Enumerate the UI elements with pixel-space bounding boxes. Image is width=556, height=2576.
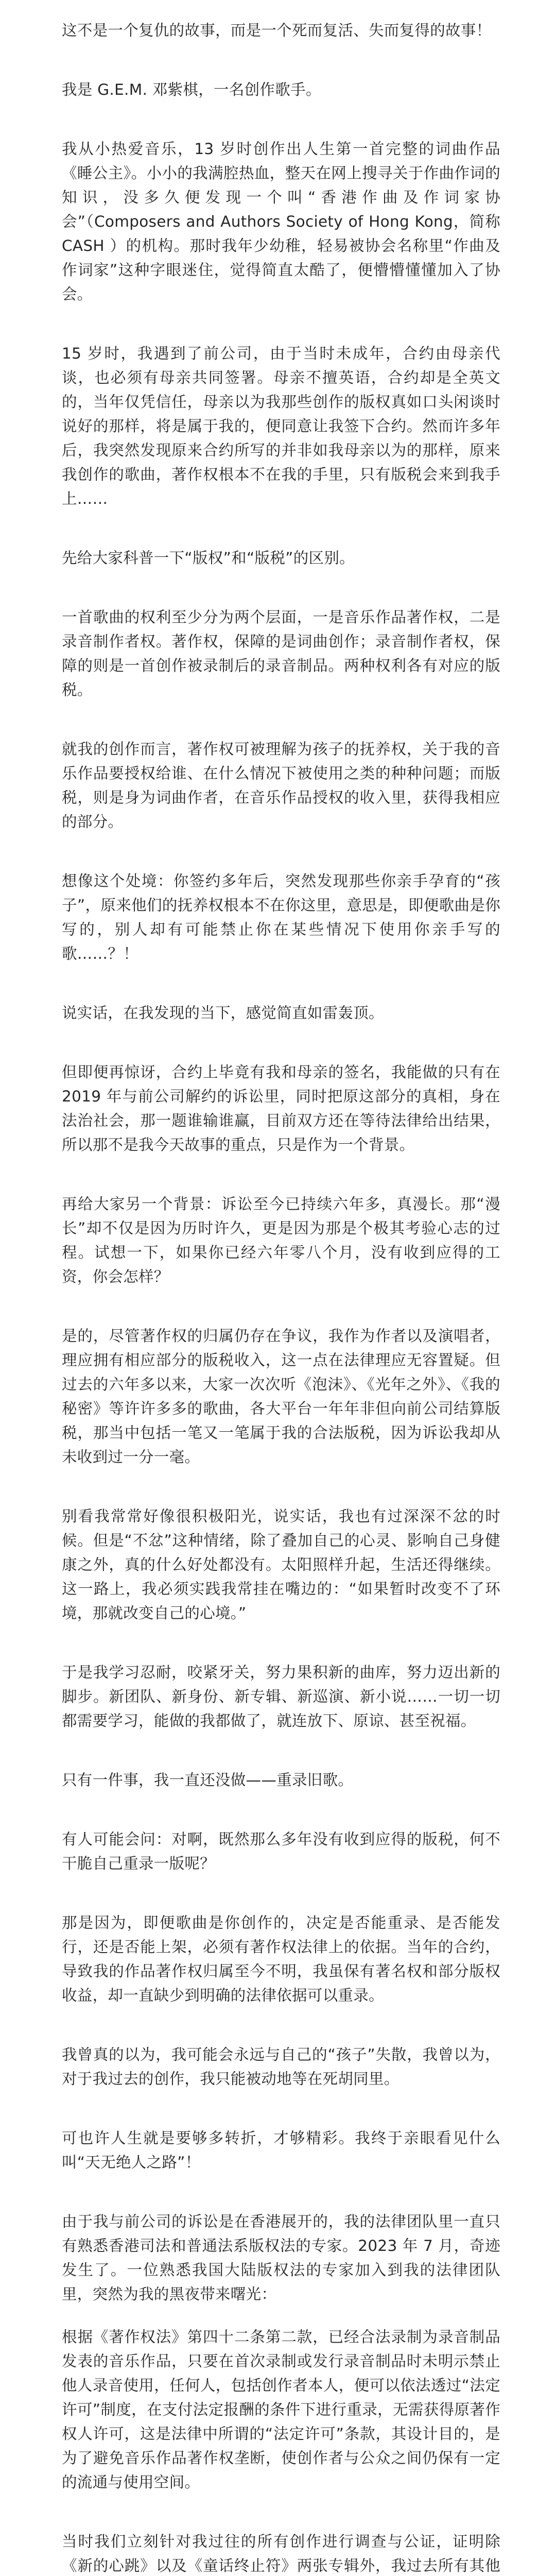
paragraph: 可也许人生就是要够多转折，才够精彩。我终于亲眼看见什么叫“天无绝人之路”！	[62, 2129, 500, 2171]
paragraph: 先给大家科普一下“版权”和“版税”的区别。	[62, 549, 355, 567]
paragraph: 这不是一个复仇的故事，而是一个死而复活、失而复得的故事！	[62, 22, 492, 39]
paragraph: 一首歌曲的权利至少分为两个层面，一是音乐作品著作权，二是录音制作者权。著作权，保障的是词曲创作；录音制作者权，保障的则是一首创作被录制后的录音制品。两种权利各有对应的版税。	[62, 608, 500, 699]
paragraph: 别看我常常好像很积极阳光，说实话，我也有过深深不忿的时候。但是“不忿”这种情绪，除了叠加自己的心灵、影响自己身健康之外，真的什么好处都没有。太阳照样升起，生活还得继续。这一路上，我必须实践我常挂在嘴边的：“如果暂时改变不了环境，那就改变自己的心境。”	[62, 1507, 500, 1622]
paragraph: 有人可能会问：对啊，既然那么多年没有收到应得的版税，何不干脆自己重录一版呢？	[62, 1831, 500, 1872]
paragraph: 再给大家另一个背景：诉讼至今已持续六年多，真漫长。那“漫长”却不仅是因为历时许久，更是因为那是个极其考验心志的过程。试想一下，如果你已经六年零八个月，没有收到应得的工资，你会怎样？	[62, 1195, 500, 1285]
paragraph: 想像这个处境：你签约多年后，突然发现那些你亲手孕育的“孩子”，原来他们的抚养权根本不在你这里，意思是，即便歌曲是你写的，别人却有可能禁止你在某些情况下使用你亲手写的歌……？！	[62, 872, 500, 962]
paragraph: 说实话，在我发现的当下，感觉简直如雷轰顶。	[62, 1004, 384, 1022]
paragraph: 是的，尽管著作权的归属仍存在争议，我作为作者以及演唱者，理应拥有相应部分的版税收入，这一点在法律理应无容置疑。但过去的六年多以来，大家一次次听《泡沫》、《光年之外》、《我的秘密》等许许多多的歌曲，各大平台一年年非但向前公司结算版税，那当中包括一笔又一笔属于我的合法版税，因为诉讼我却从未收到过一分一毫。	[62, 1327, 500, 1466]
paragraph: 只有一件事，我一直还没做——重录旧歌。	[62, 1771, 354, 1789]
paragraph: 那是因为，即便歌曲是你创作的，决定是否能重录、是否能发行，还是否能上架，必须有著作权法律上的依据。当年的合约，导致我的作品著作权归属至今不明，我虽保有著名权和部分版权收益，却一直缺少到明确的法律依据可以重录。	[62, 1914, 500, 2004]
paragraph: 15 岁时，我遇到了前公司，由于当时未成年，合约由母亲代谈，也必须有母亲共同签署。母亲不擅英语，合约却是全英文的，当年仅凭信任，母亲以为我那些创作的版权真如口头闲谈时说好的那样，将是属于我的，便同意让我签下合约。然而许多年后，我突然发现原来合约所写的并非如我母亲以为的那样，原来我创作的歌曲，著作权根本不在我的手里，只有版税会来到我手上……	[62, 345, 500, 507]
paragraph: 我从小热爱音乐，13 岁时创作出人生第一首完整的词曲作品《睡公主》。小小的我满腔热血，整天在网上搜寻关于作曲作词的知识，没多久便发现一个叫“香港作曲及作词家协会”（Composers and Authors Society of Hong Kong，简称 CASH ）的机构。那时我年少幼稚，轻易被协会名称里“作曲及作词家”这种字眼迷住，觉得简直太酷了，便懵懵懂懂加入了协会。	[62, 140, 500, 303]
paragraph: 我曾真的以为，我可能会永远与自己的“孩子”失散，我曾以为，对于我过去的创作，我只能被动地等在死胡同里。	[62, 2046, 500, 2088]
paragraph: 我是 G.E.M. 邓紫棋，一名创作歌手。	[62, 81, 321, 98]
paragraph: 根据《著作权法》第四十二条第二款，已经合法录制为录音制品发表的音乐作品，只要在首次录制或发行录音制品时未明示禁止他人录音使用，任何人，包括创作者本人，便可以依法透过“法定许可”制度，在支付法定报酬的条件下进行重录，无需获得原著作权人许可，这是法律中所谓的“法定许可”条款，其设计目的，是为了避免音乐作品著作权垄断，使创作者与公众之间仍保有一定的流通与使用空间。	[62, 2328, 500, 2491]
paragraph: 但即便再惊讶，合约上毕竟有我和母亲的签名，我能做的只有在 2019 年与前公司解约的诉讼里，同时把原这部分的真相，身在法治社会，那一题谁输谁赢，目前双方还在等待法律给出结果，所以那不是我今天故事的重点，只是作为一个背景。	[62, 1063, 500, 1154]
paragraph: 当时我们立刻针对我过往的所有创作进行调查与公证，证明除《新的心跳》以及《童话终止符》两张专辑外，我过去所有其他	[62, 2533, 500, 2574]
paragraph: 于是我学习忍耐，咬紧牙关，努力果积新的曲库，努力迈出新的脚步。新团队、新身份、新专辑、新巡演、新小说……一切一切都需要学习，能做的我都做了，就连放下、原谅、甚至祝福。	[62, 1664, 500, 1730]
paragraph: 就我的创作而言，著作权可被理解为孩子的抚养权，关于我的音乐作品要授权给谁、在什么情况下被使用之类的种种问题；而版税，则是身为词曲作者，在音乐作品授权的收入里，获得我相应的部分。	[62, 740, 500, 831]
paragraph: 由于我与前公司的诉讼是在香港展开的，我的法律团队里一直只有熟悉香港司法和普通法系版权法的专家。2023 年 7 月，奇迹发生了。一位熟悉我国大陆版权法的专家加入到我的法律团队里，突然为我的黑夜带来曙光：	[62, 2213, 500, 2303]
